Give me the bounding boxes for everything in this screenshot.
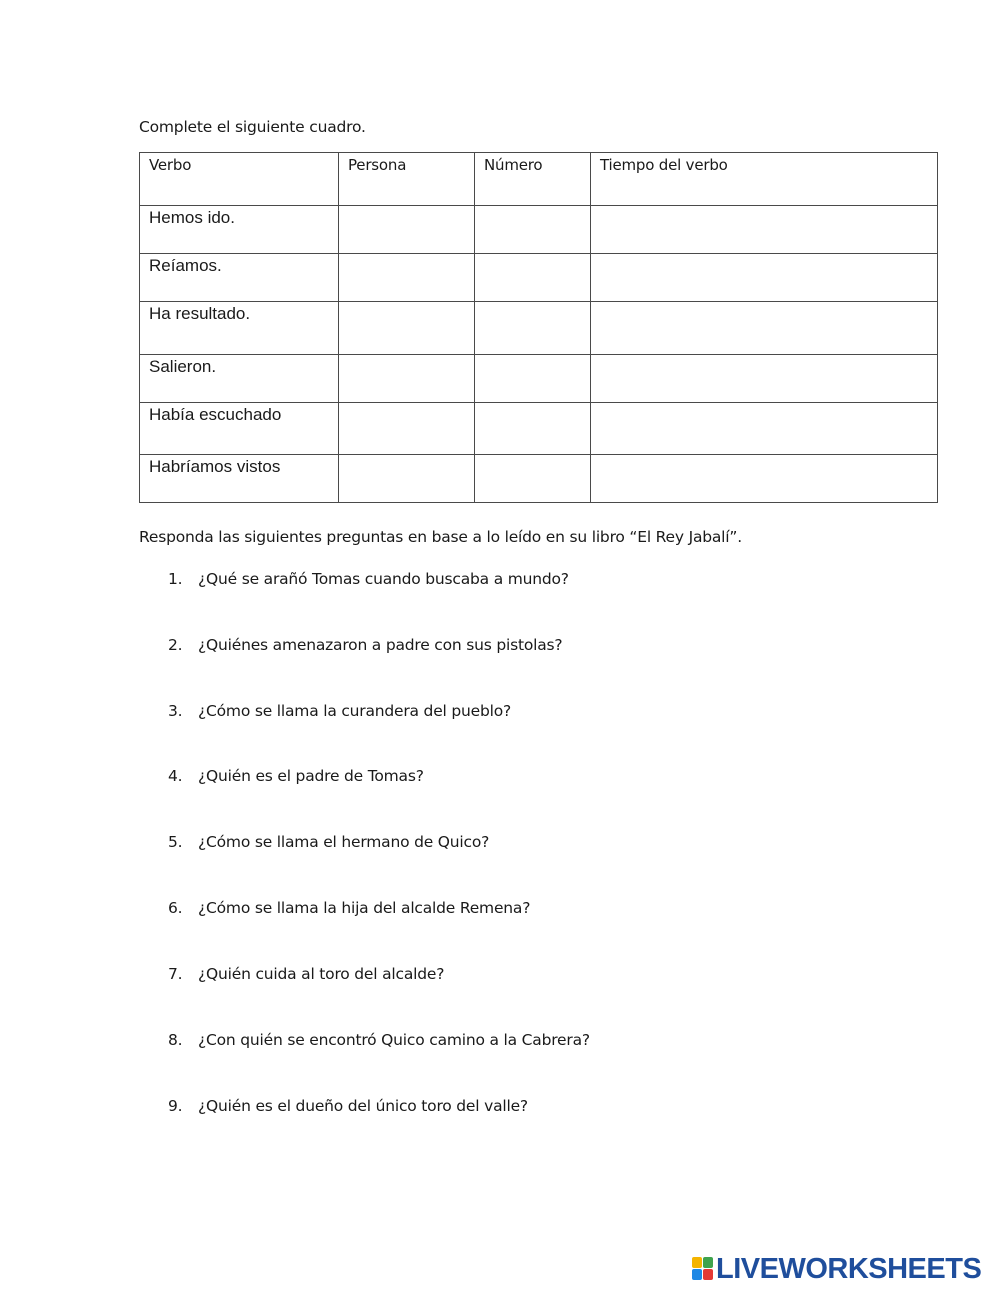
logo-text: LIVEWORKSHEETS [716,1253,982,1285]
persona-cell[interactable] [339,403,475,455]
numero-cell[interactable] [475,455,591,503]
persona-cell[interactable] [339,206,475,254]
liveworksheets-logo-icon [692,1257,714,1281]
question-item [0,899,900,923]
question-item [0,636,900,660]
question-item [0,833,900,857]
table-instructions: Complete el siguiente cuadro. [139,118,366,136]
verb-cell: Había escuchado [140,403,339,455]
question-text: ¿Con quién se encontró Quico camino a la Cabrera? [198,1031,590,1049]
numero-cell[interactable] [475,206,591,254]
liveworksheets-logo[interactable] [692,1254,981,1284]
tiempo-cell[interactable] [591,206,938,254]
question-text: ¿Quién es el padre de Tomas? [198,767,424,785]
questions-instructions: Responda las siguientes preguntas en base a lo leído en su libro “El Rey Jabalí”. [139,528,742,546]
question-number: 3. [168,702,183,720]
question-number: 5. [168,833,183,851]
numero-cell[interactable] [475,355,591,403]
persona-cell[interactable] [339,455,475,503]
question-item [0,570,900,594]
question-number: 8. [168,1031,183,1049]
question-item [0,767,900,791]
numero-cell[interactable] [475,302,591,355]
header-persona: Persona [339,153,475,206]
question-text: ¿Quién cuida al toro del alcalde? [198,965,445,983]
table-row [140,254,938,302]
question-item [0,1097,900,1121]
header-numero: Número [475,153,591,206]
question-number: 9. [168,1097,183,1115]
table-row [140,403,938,455]
tiempo-cell[interactable] [591,355,938,403]
question-item [0,1031,900,1055]
header-tiempo: Tiempo del verbo [591,153,938,206]
header-verbo: Verbo [140,153,339,206]
question-text: ¿Cómo se llama la curandera del pueblo? [198,702,512,720]
verb-cell: Ha resultado. [140,302,339,355]
question-text: ¿Quiénes amenazaron a padre con sus pistolas? [198,636,563,654]
verb-cell: Hemos ido. [140,206,339,254]
tiempo-cell[interactable] [591,455,938,503]
question-number: 2. [168,636,183,654]
question-text: ¿Qué se arañó Tomas cuando buscaba a mundo? [198,570,569,588]
numero-cell[interactable] [475,403,591,455]
question-text: ¿Cómo se llama el hermano de Quico? [198,833,490,851]
tiempo-cell[interactable] [591,403,938,455]
verb-cell: Salieron. [140,355,339,403]
question-text: ¿Quién es el dueño del único toro del valle? [198,1097,528,1115]
persona-cell[interactable] [339,254,475,302]
table-row [140,206,938,254]
table-row [140,455,938,503]
question-number: 6. [168,899,183,917]
table-header-row [140,153,938,206]
persona-cell[interactable] [339,355,475,403]
question-number: 1. [168,570,183,588]
question-number: 4. [168,767,183,785]
table-row [140,302,938,355]
verb-cell: Reíamos. [140,254,339,302]
table-row [140,355,938,403]
question-text: ¿Cómo se llama la hija del alcalde Remena? [198,899,531,917]
persona-cell[interactable] [339,302,475,355]
numero-cell[interactable] [475,254,591,302]
tiempo-cell[interactable] [591,254,938,302]
question-item [0,965,900,989]
tiempo-cell[interactable] [591,302,938,355]
question-item [0,702,900,726]
verb-table [139,152,938,503]
verb-cell: Habríamos vistos [140,455,339,503]
question-number: 7. [168,965,183,983]
